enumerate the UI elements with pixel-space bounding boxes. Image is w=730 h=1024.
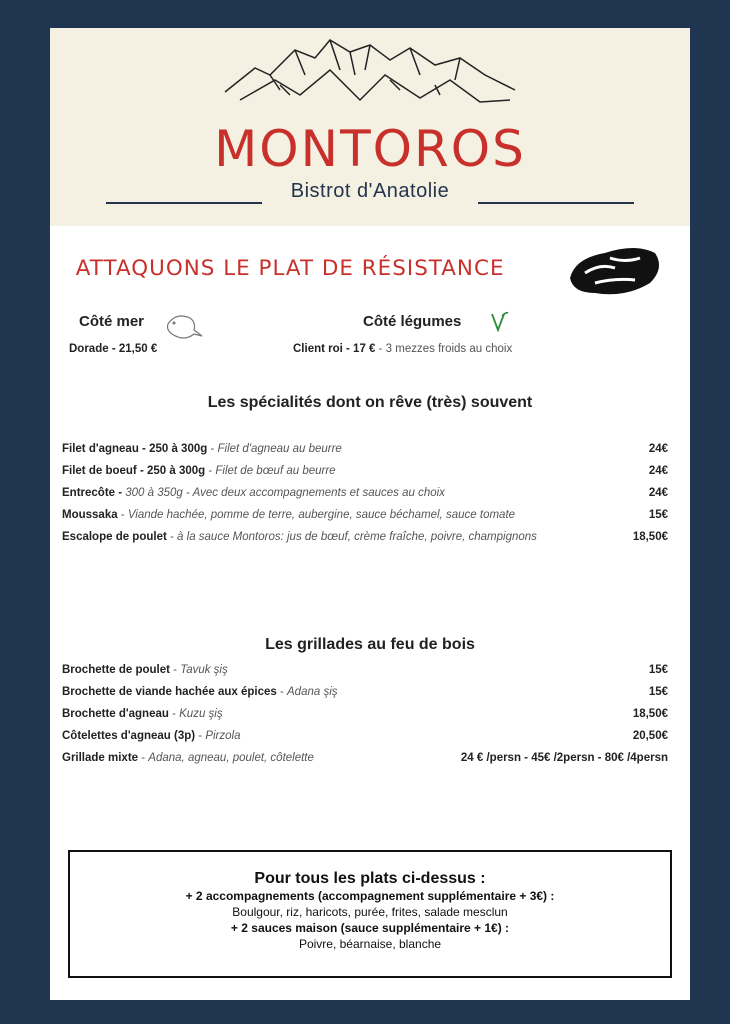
item-sep: - (195, 730, 206, 742)
item-desc: Adana şiş (287, 686, 338, 698)
item-price: 24 € /persn - 45€ /2persn - 80€ /4persn (460, 752, 668, 764)
cote-legumes-heading: Côté légumes (363, 313, 462, 330)
menu-item (62, 443, 668, 455)
header-band (50, 28, 690, 226)
item-sep: - (138, 752, 149, 764)
box-line: + 2 sauces maison (sauce supplémentaire + 1€) : (230, 921, 510, 935)
item-name: Moussaka (62, 509, 118, 521)
leaf-icon (490, 310, 510, 332)
item-desc: Filet de bœuf au beurre (215, 465, 336, 477)
grillades-heading: Les grillades au feu de bois (265, 636, 475, 653)
specialites-heading: Les spécialités dont on rêve (très) souvent (207, 394, 533, 411)
item-desc: Filet d'agneau au beurre (217, 443, 342, 455)
menu-item (62, 752, 668, 764)
menu-item (62, 708, 668, 720)
item-price: 15€ (648, 686, 668, 698)
item-sep: - (276, 686, 287, 698)
menu-item (62, 465, 668, 477)
item-price: 24€ (648, 465, 668, 477)
item-name: Grillade mixte (62, 752, 139, 764)
brand-name: MONTOROS (214, 120, 526, 178)
steak-icon (565, 238, 665, 303)
item-sep: - (207, 443, 218, 455)
item-name: Brochette d'agneau (62, 708, 169, 720)
menu-page (50, 28, 690, 1000)
item-name: Entrecôte - (62, 487, 126, 499)
item-desc: à la sauce Montoros: jus de bœuf, crème fraîche, poivre, champignons (177, 531, 537, 543)
menu-item (62, 487, 668, 499)
item-price: 24€ (648, 443, 668, 455)
menu-item (62, 730, 668, 742)
item-desc: Viande hachée, pomme de terre, aubergine, sauce béchamel, sauce tomate (127, 509, 516, 521)
item-sep: - (117, 509, 128, 521)
item-sep: - (205, 465, 216, 477)
item-desc: Tavuk şiş (180, 664, 228, 676)
cote-mer-item: Dorade - 21,50 € (69, 343, 158, 355)
box-line: Poivre, béarnaise, blanche (298, 937, 442, 951)
item-name: Côtelettes d'agneau (3p) (62, 730, 196, 742)
box-line: Boulgour, riz, haricots, purée, frites, salade mesclun (232, 905, 508, 919)
brand-subtitle: Bistrot d'Anatolie (290, 180, 450, 202)
menu-item (62, 686, 668, 698)
item-price: 20,50€ (632, 730, 668, 742)
item-name: Brochette de viande hachée aux épices (62, 686, 277, 698)
item-sep: - (169, 664, 181, 676)
cote-legumes-item: Client roi - 17 € - 3 mezzes froids au choix (293, 343, 513, 355)
item-desc: Adana, agneau, poulet, côtelette (148, 752, 314, 764)
accompaniments-box (68, 850, 672, 978)
section-title: ATTAQUONS LE PLAT DE RÉSISTANCE (75, 256, 505, 280)
item-name: Filet d'agneau - 250 à 300g (62, 443, 208, 455)
item-desc: Kuzu şiş (179, 708, 223, 720)
item-desc: 300 à 350g - Avec deux accompagnements et sauces au choix (125, 487, 445, 499)
divider-line (478, 202, 634, 204)
item-price: 18,50€ (632, 708, 668, 720)
item-desc: Pirzola (205, 730, 241, 742)
menu-item (62, 509, 668, 521)
item-price: 24€ (648, 487, 668, 499)
cote-mer-heading: Côté mer (79, 313, 145, 330)
item-name: Brochette de poulet (62, 664, 170, 676)
item-price: 18,50€ (632, 531, 668, 543)
mountains-illustration (220, 30, 520, 120)
item-sep: - (166, 531, 178, 543)
box-title: Pour tous les plats ci-dessus : (254, 870, 486, 887)
menu-item (62, 531, 668, 543)
fish-icon (164, 310, 204, 342)
item-sep: - (168, 708, 180, 720)
box-line: + 2 accompagnements (accompagnement supplémentaire + 3€) : (185, 889, 555, 903)
item-name: Filet de boeuf - 250 à 300g (62, 465, 206, 477)
item-price: 15€ (648, 664, 668, 676)
item-name: Escalope de poulet (62, 531, 167, 543)
item-price: 15€ (648, 509, 668, 521)
menu-item (62, 664, 668, 676)
